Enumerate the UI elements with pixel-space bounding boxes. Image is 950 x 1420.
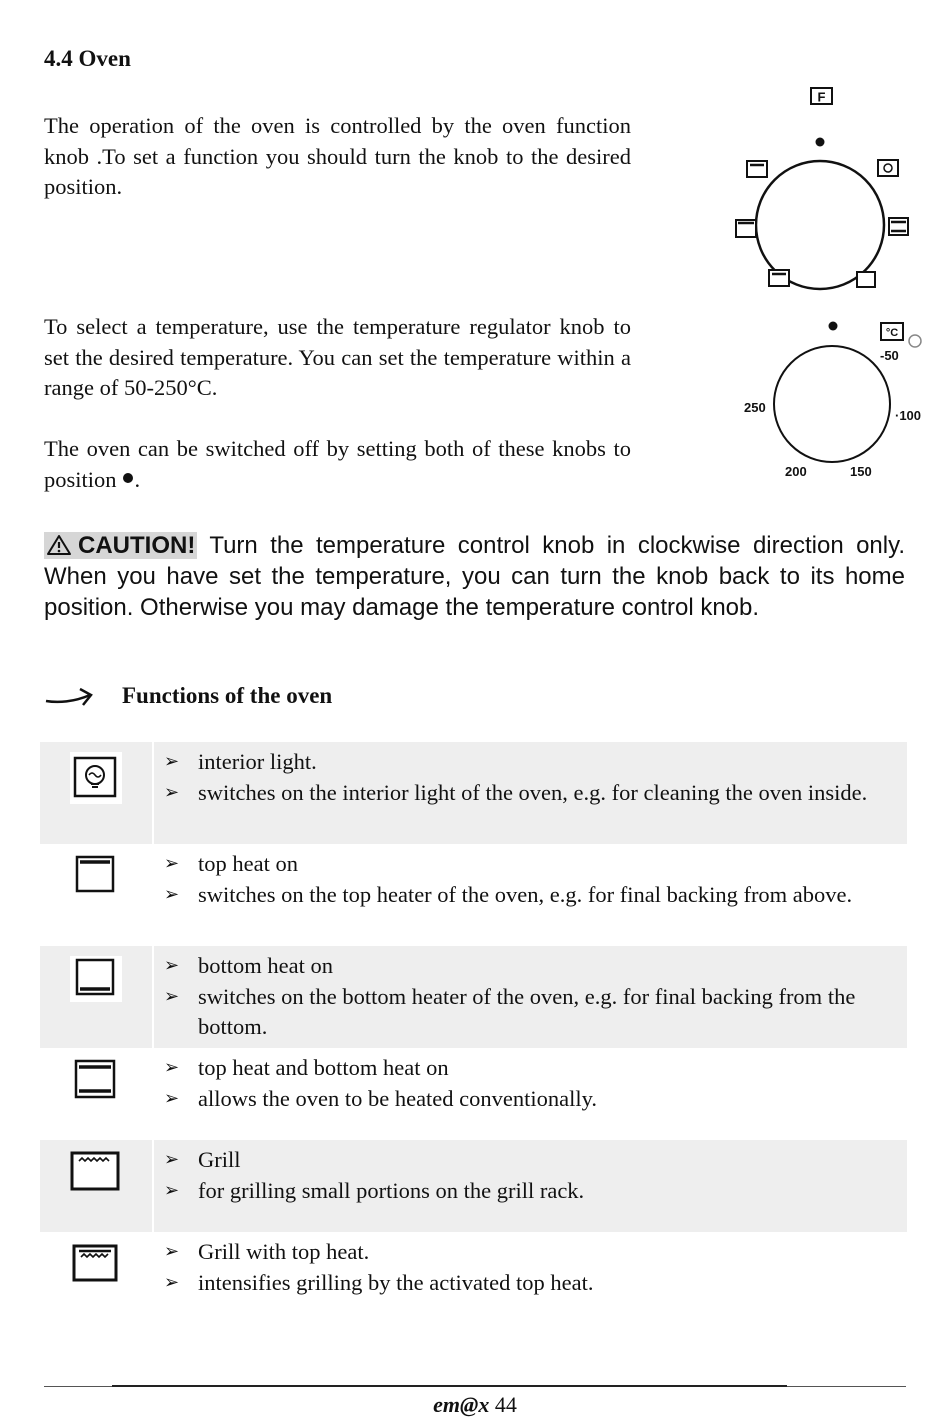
arrow-bullet-icon: ➢ bbox=[164, 751, 180, 772]
fan-icon bbox=[811, 88, 832, 105]
tick-label-150: 150 bbox=[850, 464, 872, 479]
svg-text:F: F bbox=[817, 89, 826, 105]
arrow-bullet-icon: ➢ bbox=[164, 1271, 180, 1293]
function-description: ➢ switches on the top heater of the oven, e.g. for final backing from above. bbox=[164, 880, 897, 911]
top-heat-position-icon bbox=[736, 220, 756, 237]
function-icon-cell bbox=[40, 844, 152, 946]
function-icon-cell bbox=[40, 1048, 152, 1140]
function-title: ➢ Grill with top heat. bbox=[164, 1237, 897, 1268]
function-row-top-bottom-heat bbox=[40, 1048, 907, 1140]
function-title: ➢ bottom heat on bbox=[164, 951, 897, 982]
top-heat-icon bbox=[74, 854, 118, 896]
function-row-grill bbox=[40, 1140, 907, 1232]
function-knob-diagram bbox=[728, 82, 910, 294]
right-arrow-icon bbox=[44, 683, 96, 709]
function-title: ➢ Grill bbox=[164, 1145, 897, 1176]
arrow-bullet-icon: ➢ bbox=[164, 1057, 180, 1078]
arrow-bullet-icon: ➢ bbox=[164, 955, 180, 976]
bottom-heat-icon bbox=[70, 956, 122, 1002]
grill-icon bbox=[69, 1150, 123, 1194]
switch-off-paragraph bbox=[44, 434, 631, 495]
footer-brand-logo: em@x bbox=[433, 1392, 490, 1417]
function-row-bottom-heat bbox=[40, 946, 907, 1048]
top-bottom-position-icon bbox=[889, 218, 908, 235]
function-icon-cell bbox=[40, 1140, 152, 1232]
arrow-bullet-icon: ➢ bbox=[164, 781, 180, 803]
caution-notice bbox=[44, 530, 905, 623]
tick-label-200: 200 bbox=[785, 464, 807, 479]
functions-heading bbox=[44, 683, 332, 709]
function-text-cell bbox=[154, 1140, 907, 1232]
tick-label-50: -50 bbox=[880, 348, 899, 363]
function-text-cell bbox=[154, 946, 907, 1048]
function-title: ➢ top heat and bottom heat on bbox=[164, 1053, 897, 1084]
tick-label-250: 250 bbox=[744, 400, 766, 415]
grill-top-heat-icon bbox=[70, 1242, 122, 1286]
function-description: ➢ allows the oven to be heated conventionally. bbox=[164, 1084, 897, 1115]
light-position-icon bbox=[878, 160, 898, 176]
functions-table bbox=[40, 742, 907, 1324]
arrow-bullet-icon: ➢ bbox=[164, 1087, 180, 1109]
arrow-bullet-icon: ➢ bbox=[164, 883, 180, 905]
intro-paragraph: The operation of the oven is controlled by the oven function knob .To set a function you should turn the knob to the desired position. bbox=[44, 113, 631, 199]
function-text-cell bbox=[154, 1232, 907, 1324]
interior-light-icon bbox=[70, 752, 122, 804]
function-icon-cell bbox=[40, 742, 152, 844]
indicator-lamp-icon bbox=[909, 335, 921, 347]
off-position-dot-icon bbox=[123, 473, 133, 483]
function-description: ➢ for grilling small portions on the grill rack. bbox=[164, 1176, 897, 1207]
tick-label-100: ·100 bbox=[895, 408, 922, 423]
arrow-bullet-icon: ➢ bbox=[164, 1179, 180, 1201]
grill-position-icon bbox=[747, 161, 767, 177]
switch-off-text: The oven can be switched off by setting both of these knobs to position bbox=[44, 436, 631, 492]
temperature-knob-diagram bbox=[738, 306, 928, 492]
functions-heading-text: Functions of the oven bbox=[122, 683, 333, 708]
function-knob-off-dot-icon bbox=[816, 138, 825, 147]
function-description: ➢ switches on the interior light of the oven, e.g. for cleaning the oven inside. bbox=[164, 778, 897, 809]
bottom-position-icon bbox=[857, 272, 875, 287]
function-icon-cell bbox=[40, 946, 152, 1048]
bottom-heat-position-icon bbox=[769, 270, 789, 286]
footer-rule-accent bbox=[112, 1385, 787, 1387]
temperature-knob-off-dot-icon bbox=[829, 322, 838, 331]
function-title: ➢ top heat on bbox=[164, 849, 897, 880]
caution-label bbox=[44, 532, 197, 559]
svg-text:°C: °C bbox=[885, 327, 899, 339]
function-icon-cell bbox=[40, 1232, 152, 1324]
temperature-knob-dial bbox=[774, 346, 890, 462]
function-row-interior-light bbox=[40, 742, 907, 844]
function-text-cell bbox=[154, 742, 907, 844]
celsius-icon bbox=[881, 323, 903, 340]
function-row-grill-top-heat bbox=[40, 1232, 907, 1324]
function-description: ➢ switches on the bottom heater of the oven, e.g. for final backing from the bottom. bbox=[164, 982, 897, 1043]
page-number: 44 bbox=[494, 1392, 517, 1417]
top-bottom-heat-icon bbox=[73, 1058, 119, 1102]
temperature-paragraph: To select a temperature, use the temperature regulator knob to set the desired temperature. You can set the temperature within a range of 50-250°C. bbox=[44, 314, 631, 400]
warning-triangle-icon bbox=[46, 534, 72, 556]
arrow-bullet-icon: ➢ bbox=[164, 1149, 180, 1170]
arrow-bullet-icon: ➢ bbox=[164, 985, 180, 1007]
caution-text: Turn the temperature control knob in clockwise direction only. When you have set the temperature, you can turn the knob back to its home position. Otherwise you may damage the temperature control knob. bbox=[44, 532, 905, 621]
footer bbox=[0, 1392, 950, 1418]
function-description: ➢ intensifies grilling by the activated top heat. bbox=[164, 1268, 897, 1299]
function-title: ➢ interior light. bbox=[164, 747, 897, 778]
function-text-cell bbox=[154, 1048, 907, 1140]
function-text-cell bbox=[154, 844, 907, 946]
arrow-bullet-icon: ➢ bbox=[164, 853, 180, 874]
section-title: 4.4 Oven bbox=[44, 46, 131, 71]
arrow-bullet-icon: ➢ bbox=[164, 1241, 180, 1262]
function-row-top-heat bbox=[40, 844, 907, 946]
switch-off-end: . bbox=[134, 466, 141, 492]
caution-label-text: CAUTION! bbox=[78, 532, 196, 559]
